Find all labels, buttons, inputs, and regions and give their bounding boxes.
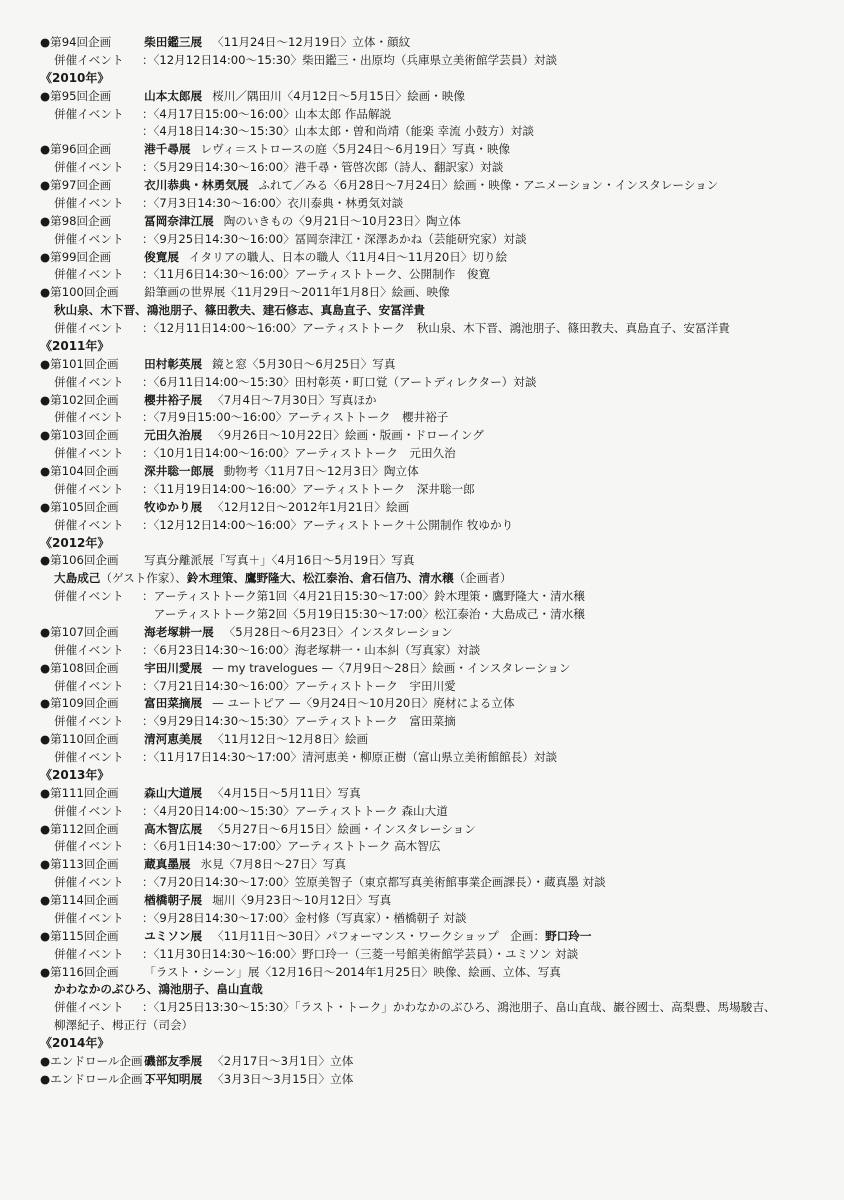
entry-text: ：〈1月25日13:30〜15:30〉「ラスト・トーク」かわなかのぶひろ、鴻池朋子、畠山直哉、巖谷國士、高梨豊、馬場駿吉、 — [142, 1000, 776, 1015]
entry-text: 〈12月12日〜2012年1月21日〉絵画 — [212, 499, 410, 514]
event-entry — [40, 409, 830, 427]
exhibition-entry — [40, 499, 830, 517]
entry-text: （企画者） — [453, 571, 512, 586]
entry-text: ：〈5月29日14:30〜16:00〉港千尋・管啓次郎（詩人、翻訳家）対談 — [142, 160, 504, 175]
event-entry — [40, 481, 830, 499]
artist-name: 深井聡一郎展 — [144, 464, 214, 478]
exhibition-entry — [40, 552, 830, 570]
year-heading — [40, 767, 830, 785]
bullet-icon: ● — [40, 35, 51, 49]
event-entry — [40, 517, 830, 535]
event-label: 併催イベント — [54, 446, 124, 461]
event-entry — [40, 713, 830, 731]
event-entry — [40, 445, 830, 463]
exhibition-number: エンドロール企画１ — [50, 1053, 155, 1068]
entry-text: ：〈7月20日14:30〜17:00〉笠原美智子（東京都写真美術館事業企画課長）・蔵真墨 対談 — [142, 875, 606, 890]
exhibition-entry — [40, 928, 830, 946]
bullet-icon: ● — [40, 142, 51, 157]
exhibition-entry — [40, 821, 830, 839]
exhibition-number: 第113回企画 — [50, 857, 119, 872]
event-label: 併催イベント — [54, 803, 124, 818]
entry-text: ：〈12月12日14:00〜15:30〉柴田鑑三・出原均（兵庫県立美術館学芸員）対談 — [142, 52, 558, 67]
entry-text: 動物考〈11月7日〜12月3日〉陶立体 — [223, 464, 419, 478]
entry-text: ：〈11月30日14:30〜16:00〉野口玲一（三菱一号館美術館学芸員）・ユミソン 対談 — [142, 946, 579, 961]
entry-text: ：〈11月19日14:00〜16:00〉アーティストトーク 深井聡一郎 — [142, 481, 475, 496]
event-entry — [40, 320, 830, 338]
exhibition-number: 第102回企画 — [50, 392, 119, 407]
artist-name: 海老塚耕一展 — [144, 624, 214, 639]
bullet-icon: ● — [40, 1071, 51, 1086]
artist-name: 鈴木理策、鷹野隆大、松江泰治、倉石信乃、清水穣 — [186, 571, 454, 586]
entry-text: 堀川〈9月23日〜10月12日〉写真 — [212, 893, 392, 907]
entry-text: ：〈12月12日14:00〜16:00〉アーティストトーク＋公開制作 牧ゆかり — [142, 517, 514, 532]
entry-text: 〈4月15日〜5月11日〉写真 — [212, 785, 361, 800]
entry-text: 〈11月24日〜12月19日〉立体・顔紋 — [212, 35, 411, 49]
entry-text: 鏡と窓〈5月30日〜6月25日〉写真 — [212, 356, 396, 371]
artist-name: 下平知明展 — [144, 1071, 203, 1086]
year-heading-text: 《2011年》 — [40, 338, 110, 353]
bullet-icon: ● — [40, 624, 51, 639]
year-heading-text: 《2013年》 — [40, 767, 110, 782]
event-label: 併催イベント — [54, 589, 124, 604]
event-entry — [40, 999, 830, 1017]
event-entry — [40, 838, 830, 856]
exhibition-number: 第104回企画 — [50, 464, 119, 478]
artist-names — [40, 302, 830, 320]
entry-text: ：〈7月3日14:30〜16:00〉衣川泰典・林勇気対談 — [142, 195, 404, 210]
event-label: 併催イベント — [54, 374, 124, 389]
exhibition-entry — [40, 1053, 830, 1071]
event-entry — [40, 749, 830, 767]
bullet-icon: ● — [40, 785, 51, 800]
exhibition-number: 第105回企画 — [50, 499, 119, 514]
artist-names — [40, 1017, 830, 1035]
event-label: 併催イベント — [54, 875, 124, 890]
event-entry — [40, 946, 830, 964]
artist-name: 田村彰英展 — [144, 356, 203, 371]
exhibition-number: 第96回企画 — [50, 142, 112, 157]
bullet-icon: ● — [40, 428, 51, 443]
entry-text: 〈2月17日〜3月1日〉立体 — [212, 1053, 354, 1068]
exhibition-number: 第94回企画 — [50, 35, 112, 49]
event-entry — [40, 803, 830, 821]
bullet-icon: ● — [40, 964, 51, 979]
bullet-icon: ● — [40, 213, 51, 228]
event-entry — [40, 874, 830, 892]
entry-text: ふれて／みる〈6月28日〜7月24日〉絵画・映像・アニメーション・インスタレーション — [258, 178, 719, 192]
artist-names — [40, 570, 830, 588]
event-entry — [40, 231, 830, 249]
entry-text: 桜川／隅田川〈4月12日〜5月15日〉絵画・映像 — [212, 88, 466, 103]
event-entry — [40, 52, 830, 70]
bullet-icon: ● — [40, 857, 51, 872]
entry-text: ：〈9月28日14:30〜17:00〉金村修（写真家）・楢橋朝子 対談 — [142, 910, 467, 925]
exhibition-entry — [40, 356, 830, 374]
entry-text: 陶のいきもの〈9月21日〜10月23日〉陶立体 — [223, 213, 461, 228]
exhibition-entry — [40, 1071, 830, 1089]
artist-name: 山本太郎展 — [144, 88, 203, 103]
artist-name: 柴田鑑三展 — [144, 35, 203, 49]
exhibition-number: 第95回企画 — [50, 88, 112, 103]
event-entry — [40, 106, 830, 124]
exhibition-number: 第106回企画 — [50, 553, 119, 568]
exhibition-entry — [40, 964, 830, 982]
entry-text: （ゲスト作家）、 — [100, 571, 187, 586]
entry-text: 〈11月12日〜12月8日〉絵画 — [212, 732, 369, 747]
entry-text: アーティストトーク第2回〈5月19日15:30〜17:00〉松江泰治・大島成己・清水穣 — [142, 607, 585, 621]
entry-text: — my travelogues —〈7月9日〜28日〉絵画・インスタレーション — [212, 660, 571, 675]
exhibition-entry — [40, 892, 830, 910]
exhibition-number: 第110回企画 — [50, 732, 119, 747]
event-label: 併催イベント — [54, 160, 124, 175]
entry-text: ：〈6月23日14:30〜16:00〉海老塚耕一・山本糾（写真家）対談 — [142, 642, 481, 657]
exhibition-number: 第99回企画 — [50, 249, 112, 264]
year-heading-text: 《2010年》 — [40, 70, 110, 85]
artist-name: 磯部友季展 — [144, 1053, 203, 1068]
event-entry — [40, 910, 830, 928]
exhibition-number: 第107回企画 — [50, 624, 119, 639]
event-entry — [40, 123, 830, 141]
exhibition-number: エンドロール企画２ — [50, 1071, 155, 1086]
entry-text: ：〈6月1日14:30〜17:00〉アーティストトーク 高木智広 — [142, 839, 441, 854]
exhibition-entry — [40, 695, 830, 713]
exhibition-number: 第100回企画 — [50, 285, 119, 300]
artist-name: 元田久治展 — [144, 428, 203, 443]
event-label: 併催イベント — [54, 267, 124, 282]
event-label: 併催イベント — [54, 231, 124, 246]
entry-text: 〈5月27日〜6月15日〉絵画・インスタレーション — [212, 821, 476, 836]
exhibition-number: 第111回企画 — [50, 785, 119, 800]
exhibition-number: 第97回企画 — [50, 178, 112, 192]
exhibition-number: 第109回企画 — [50, 696, 119, 711]
artist-name: 港千尋展 — [144, 142, 191, 157]
bullet-icon: ● — [40, 392, 51, 407]
bullet-icon: ● — [40, 1053, 51, 1068]
event-label: 併催イベント — [54, 1000, 124, 1015]
year-heading-text: 《2012年》 — [40, 535, 110, 550]
exhibition-number: 第108回企画 — [50, 660, 119, 675]
entry-text: ：〈6月11日14:00〜15:30〉田村彰英・町口覚（アートディレクター）対談 — [142, 374, 537, 389]
entry-text: 〈5月28日〜6月23日〉インスタレーション — [223, 624, 453, 639]
entry-text: 「ラスト・シーン」展〈12月16日〜2014年1月25日〉映像、絵画、立体、写真 — [144, 964, 561, 979]
entry-text: ：〈9月25日14:30〜16:00〉冨岡奈津江・深澤あかね（芸能研究家）対談 — [142, 231, 527, 246]
exhibition-number: 第101回企画 — [50, 356, 119, 371]
event-label: 併催イベント — [54, 410, 124, 425]
entry-text: イタリアの職人、日本の職人〈11月4日〜11月20日〉切り絵 — [188, 249, 508, 264]
bullet-icon: ● — [40, 464, 51, 478]
bullet-icon: ● — [40, 356, 51, 371]
artist-names — [40, 981, 830, 999]
exhibition-number: 第103回企画 — [50, 428, 119, 443]
exhibition-entry — [40, 392, 830, 410]
exhibition-entry — [40, 213, 830, 231]
entry-text: 柳澤紀子、栂正行（司会） — [54, 1018, 194, 1033]
exhibition-number: 第116回企画 — [50, 964, 119, 979]
artist-name: ユミソン展 — [144, 928, 203, 943]
exhibition-entry — [40, 249, 830, 267]
artist-name: かわなかのぶひろ、鴻池朋子、畠山直哉 — [54, 982, 263, 997]
artist-name: 清河恵美展 — [144, 732, 203, 747]
year-heading — [40, 338, 830, 356]
event-label: 併催イベント — [54, 481, 124, 496]
entry-text: ：〈4月20日14:00〜15:30〉アーティストトーク 森山大道 — [142, 803, 448, 818]
entry-text: 鉛筆画の世界展〈11月29日〜2011年1月8日〉絵画、映像 — [144, 285, 450, 300]
artist-name: 秋山泉、木下晋、鴻池朋子、篠田教夫、建石修志、真島直子、安冨洋貴 — [54, 303, 426, 318]
event-label: 併催イベント — [54, 678, 124, 693]
bullet-icon: ● — [40, 821, 51, 836]
entry-text: 〈7月4日〜7月30日〉写真ほか — [212, 392, 377, 407]
year-heading — [40, 70, 830, 88]
year-heading — [40, 535, 830, 553]
exhibition-entry — [40, 463, 830, 481]
entry-text: ：〈11月6日14:30〜16:00〉アーティストトーク、公開制作 俊寛 — [142, 267, 491, 282]
entry-text: ：〈11月17日14:30〜17:00〉清河恵美・柳原正樹（富山県立美術館館長）対談 — [142, 750, 558, 764]
artist-name: 冨岡奈津江展 — [144, 213, 214, 228]
exhibition-entry — [40, 660, 830, 678]
bullet-icon: ● — [40, 893, 51, 907]
bullet-icon: ● — [40, 696, 51, 711]
bullet-icon: ● — [40, 499, 51, 514]
event-label: 併催イベント — [54, 642, 124, 657]
entry-text: ：〈7月9日15:00〜16:00〉アーティストトーク 櫻井裕子 — [142, 410, 449, 425]
entry-text: 〈9月26日〜10月22日〉絵画・版画・ドローイング — [212, 428, 484, 443]
entry-text: ：〈4月17日15:00〜16:00〉山本太郎 作品解説 — [142, 106, 392, 121]
event-label: 併催イベント — [54, 321, 124, 335]
artist-name: 蔵真墨展 — [144, 857, 191, 872]
exhibition-number: 第98回企画 — [50, 213, 112, 228]
entry-text: 氷見〈7月8日〜27日〉写真 — [200, 857, 346, 872]
exhibition-number: 第112回企画 — [50, 821, 119, 836]
artist-name: 高木智広展 — [144, 821, 203, 836]
artist-name: 森山大道展 — [144, 785, 203, 800]
artist-name: 牧ゆかり展 — [144, 499, 203, 514]
bullet-icon: ● — [40, 88, 51, 103]
year-heading — [40, 1035, 830, 1053]
exhibition-entry — [40, 856, 830, 874]
artist-name: 野口玲一 — [545, 928, 592, 943]
year-heading-text: 《2014年》 — [40, 1036, 110, 1050]
exhibition-entry — [40, 785, 830, 803]
entry-text: ：〈7月21日14:30〜16:00〉アーティストトーク 宇田川愛 — [142, 678, 456, 693]
event-label: 併催イベント — [54, 517, 124, 532]
event-entry — [40, 606, 830, 624]
entry-text: ：〈12月11日14:00〜16:00〉アーティストトーク 秋山泉、木下晋、鴻池朋子、篠田教夫、真島直子、安冨洋貴 — [142, 321, 730, 335]
event-entry — [40, 678, 830, 696]
event-label: 併催イベント — [54, 52, 124, 67]
event-label: 併催イベント — [54, 106, 124, 121]
exhibition-entry — [40, 88, 830, 106]
exhibition-entry — [40, 34, 830, 52]
entry-text: ：〈10月1日14:00〜16:00〉アーティストトーク 元田久治 — [142, 446, 456, 461]
artist-name: 楢橋朝子展 — [144, 893, 203, 907]
exhibition-number: 第115回企画 — [50, 928, 119, 943]
entry-text: ：〈9月29日14:30〜15:30〉アーティストトーク 富田菜摘 — [142, 714, 456, 729]
bullet-icon: ● — [40, 732, 51, 747]
entry-text: 〈3月3日〜3月15日〉立体 — [212, 1071, 354, 1086]
event-label: 併催イベント — [54, 910, 124, 925]
event-label: 併催イベント — [54, 195, 124, 210]
event-label: 併催イベント — [54, 839, 124, 854]
entry-text: 〈11月11日〜30日〉パフォーマンス・ワークショップ 企画： — [212, 928, 546, 943]
exhibition-entry — [40, 141, 830, 159]
exhibition-entry — [40, 731, 830, 749]
event-label: 併催イベント — [54, 714, 124, 729]
bullet-icon: ● — [40, 285, 51, 300]
event-entry — [40, 374, 830, 392]
exhibition-list — [40, 34, 830, 1089]
exhibition-entry — [40, 427, 830, 445]
bullet-icon: ● — [40, 553, 51, 568]
exhibition-entry — [40, 624, 830, 642]
bullet-icon: ● — [40, 928, 51, 943]
artist-name: 櫻井裕子展 — [144, 392, 203, 407]
entry-text: ：アーティストトーク第1回〈4月21日15:30〜17:00〉鈴木理策・鷹野隆大・清水穣 — [142, 589, 585, 604]
artist-name: 衣川恭典・林勇気展 — [144, 178, 249, 192]
bullet-icon: ● — [40, 178, 51, 192]
event-label: 併催イベント — [54, 946, 124, 961]
exhibition-entry — [40, 284, 830, 302]
artist-name: 宇田川愛展 — [144, 660, 203, 675]
event-label: 併催イベント — [54, 750, 124, 764]
bullet-icon: ● — [40, 249, 51, 264]
event-entry — [40, 195, 830, 213]
event-entry — [40, 266, 830, 284]
entry-text: — ユートピア —〈9月24日〜10月20日〉廃材による立体 — [212, 696, 515, 711]
bullet-icon: ● — [40, 660, 51, 675]
event-entry — [40, 588, 830, 606]
entry-text: ：〈4月18日14:30〜15:30〉山本太郎・曽和尚靖（能楽 幸流 小鼓方）対談 — [142, 124, 534, 139]
entry-text: レヴィ＝ストロースの庭〈5月24日〜6月19日〉写真・映像 — [200, 142, 511, 157]
exhibition-number: 第114回企画 — [50, 893, 119, 907]
exhibition-entry — [40, 177, 830, 195]
artist-name: 大島成己 — [54, 571, 101, 586]
event-entry — [40, 159, 830, 177]
artist-name: 俊寛展 — [144, 249, 179, 264]
artist-name: 富田菜摘展 — [144, 696, 203, 711]
entry-text: 写真分離派展「写真＋」〈4月16日〜5月19日〉写真 — [144, 553, 415, 568]
event-entry — [40, 642, 830, 660]
